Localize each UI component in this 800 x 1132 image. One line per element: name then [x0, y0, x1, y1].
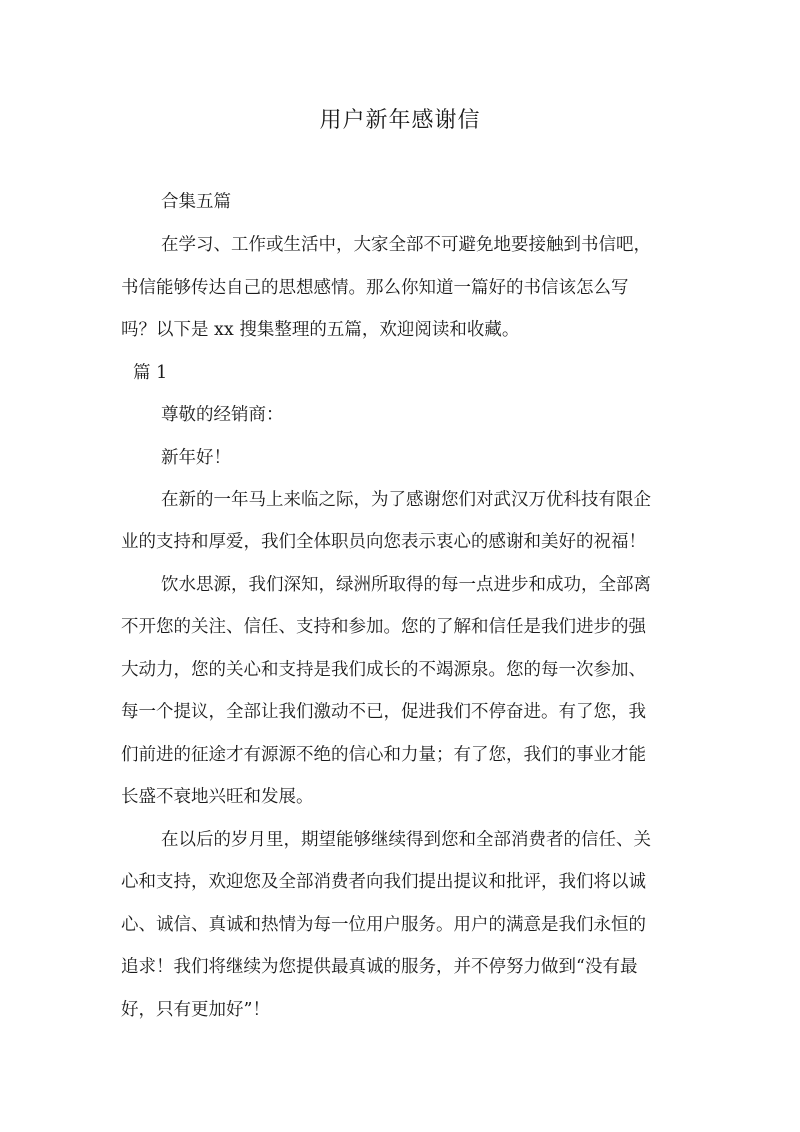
greeting: 新年好！	[161, 448, 231, 468]
body-line: 们前进的征途才有源源不绝的信心和力量；有了您，我们的事业才能	[121, 745, 646, 765]
body-line: 追求！我们将继续为您提供最真诚的服务，并不停努力做到“没有最	[121, 957, 638, 977]
collection-label: 合集五篇	[161, 192, 231, 212]
intro-line: 吗？以下是 xx 搜集整理的五篇，欢迎阅读和收藏。	[121, 320, 520, 340]
body-line: 饮水思源，我们深知，绿洲所取得的每一点进步和成功，全部离	[161, 575, 651, 595]
salutation: 尊敬的经销商：	[161, 405, 284, 425]
body-line: 在以后的岁月里，期望能够继续得到您和全部消费者的信任、关	[161, 830, 651, 850]
document-title: 用户新年感谢信	[319, 108, 481, 133]
body-line: 在新的一年马上来临之际，为了感谢您们对武汉万优科技有限企	[161, 490, 651, 510]
body-line: 业的支持和厚爱，我们全体职员向您表示衷心的感谢和美好的祝福！	[121, 532, 646, 552]
intro-line: 书信能够传达自己的思想感情。那么你知道一篇好的书信该怎么写	[121, 278, 629, 298]
body-line: 心、诚信、真诚和热情为每一位用户服务。用户的满意是我们永恒的	[121, 915, 646, 935]
body-line: 心和支持，欢迎您及全部消费者向我们提出提议和批评，我们将以诚	[121, 872, 646, 892]
intro-line: 在学习、工作或生活中，大家全部不可避免地要接触到书信吧，	[161, 235, 651, 255]
body-line: 大动力，您的关心和支持是我们成长的不竭源泉。您的每一次参加、	[121, 660, 646, 680]
body-line: 好，只有更加好”！	[121, 1000, 270, 1020]
section-label: 篇 1	[133, 363, 168, 383]
body-line: 每一个提议，全部让我们激动不已，促进我们不停奋进。有了您，我	[121, 702, 646, 722]
body-line: 长盛不衰地兴旺和发展。	[121, 787, 314, 807]
body-line: 不开您的关注、信任、支持和参加。您的了解和信任是我们进步的强	[121, 617, 646, 637]
